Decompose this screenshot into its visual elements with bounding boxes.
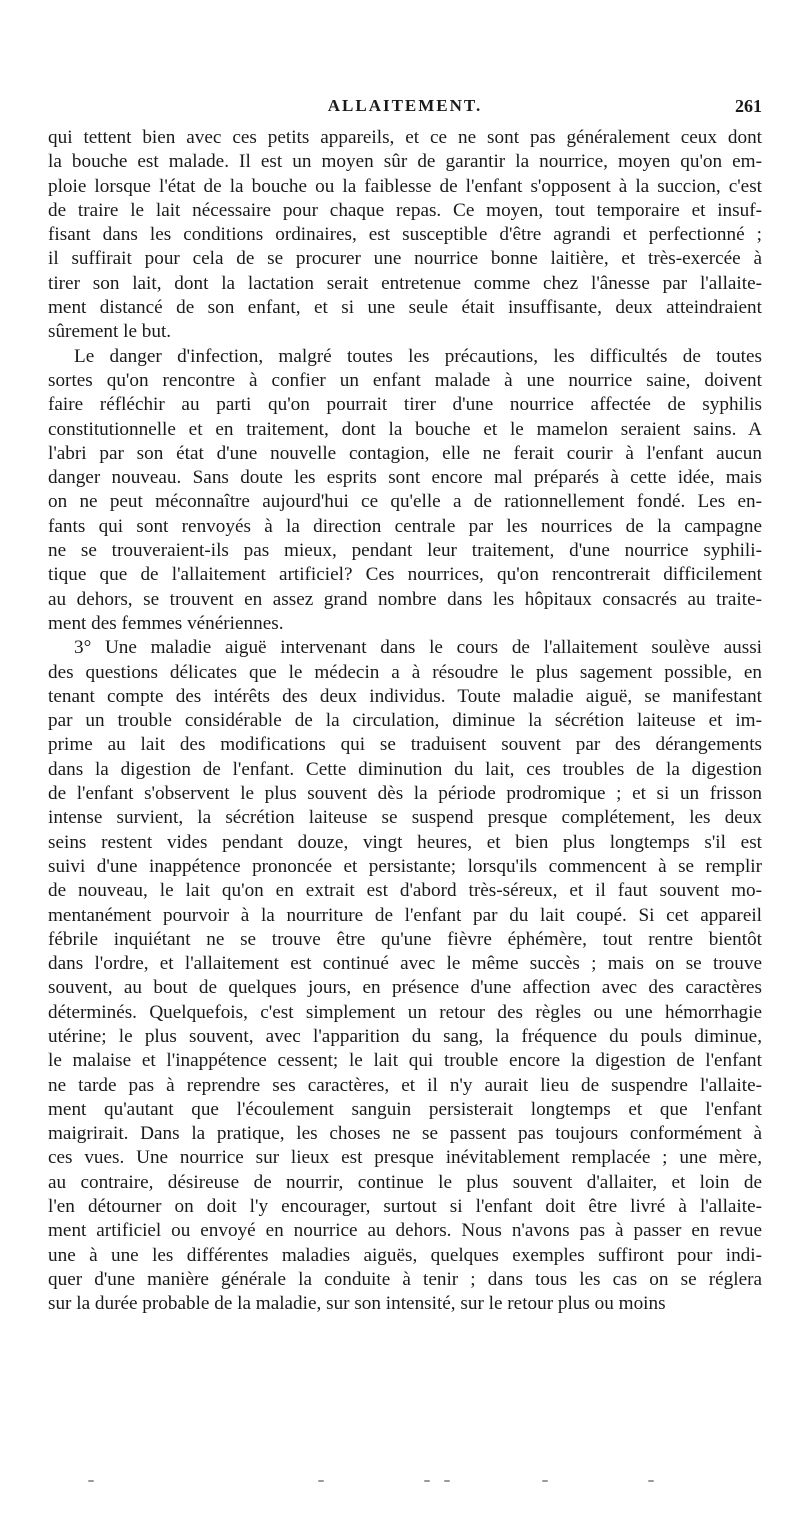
text-line: ces vues. Une nourrice sur lieux est presque inévitablement remplacée ; une mère,: [48, 1147, 762, 1169]
scan-speck: [648, 1480, 654, 1482]
text-line: ment distancé de son enfant, et si une seule était insuffisante, deux atteindraient: [48, 297, 762, 319]
text-line: une à une les différentes maladies aiguës, quelques exemples suffiront pour indi-: [48, 1244, 762, 1266]
text-line: ne tarde pas à reprendre ses caractères, et il n'y aurait lieu de suspendre l'allaite-: [48, 1074, 762, 1096]
text-line: dans l'ordre, et l'allaitement est continué avec le même succès ; mais on se trouve: [48, 953, 762, 975]
text-line: des questions délicates que le médecin a à résoudre le plus sagement possible, en: [48, 661, 762, 683]
running-title: ALLAITEMENT.: [327, 96, 483, 115]
text-line: sûrement le but.: [48, 321, 172, 343]
text-line: quer d'une manière générale la conduite à tenir ; dans tous les cas on se réglera: [48, 1268, 762, 1290]
text-line: qui tettent bien avec ces petits appareils, et ce ne sont pas généralement ceux dont: [48, 127, 762, 148]
scan-speck: [542, 1480, 548, 1482]
paragraph: [48, 345, 762, 637]
text-line: seins restent vides pendant douze, vingt heures, et bien plus longtemps s'il est: [48, 831, 762, 853]
text-line: ment des femmes vénériennes.: [48, 612, 284, 634]
text-line: le malaise et l'inappétence cessent; le lait qui trouble encore la digestion de l'enfant: [48, 1050, 762, 1072]
paragraph: [48, 636, 762, 1316]
text-line: danger nouveau. Sans doute les esprits sont encore mal préparés à cette idée, mais: [48, 467, 762, 489]
text-line: de nouveau, le lait qu'on en extrait est d'abord très-séreux, et il faut souvent mo-: [48, 880, 762, 902]
text-line: ploie lorsque l'état de la bouche ou la faiblesse de l'enfant s'opposent à la succion, c'est: [48, 175, 762, 197]
text-line: de l'enfant s'observent le plus souvent dès la période prodromique ; et si un frisson: [48, 783, 762, 805]
text-line: dans la digestion de l'enfant. Cette diminution du lait, ces troubles de la digestion: [48, 758, 762, 780]
text-line: tique que de l'allaitement artificiel? Ces nourrices, qu'on rencontrerait difficilement: [48, 564, 762, 586]
text-line: déterminés. Quelquefois, c'est simplement un retour des règles ou une hémorrhagie: [48, 1001, 762, 1023]
text-line: faire réfléchir au parti qu'on pourrait tirer d'une nourrice affectée de syphilis: [48, 394, 762, 416]
text-line: ment qu'autant que l'écoulement sanguin persisterait longtemps et que l'enfant: [48, 1098, 762, 1120]
text-line: tirer son lait, dont la lactation serait entretenue comme chez l'ânesse par l'allaite-: [48, 272, 762, 294]
text-line: constitutionnelle et en traitement, dont la bouche et le mamelon seraient sains. A: [48, 418, 762, 440]
text-line: au contraire, désireuse de nourrir, continue le plus souvent d'allaiter, et loin de: [48, 1171, 762, 1193]
page-number: 261: [735, 96, 762, 116]
text-line: intense survient, la sécrétion laiteuse se suspend presque complétement, les deux: [48, 807, 762, 829]
scan-speck: [88, 1480, 94, 1482]
running-head: [48, 94, 762, 124]
text-line: par un trouble considérable de la circulation, diminue la sécrétion laiteuse et im-: [48, 710, 762, 732]
scan-speck: [424, 1480, 430, 1482]
text-line: fébrile inquiétant ne se trouve être qu'une fièvre éphémère, tout rentre bientôt: [48, 928, 762, 950]
scan-specks: [0, 1480, 800, 1490]
text-line: maigrirait. Dans la pratique, les choses ne se passent pas toujours conformément à: [48, 1123, 762, 1145]
text-line: l'abri par son état d'une nouvelle contagion, elle ne ferait courir à l'enfant aucun: [48, 442, 762, 464]
text-line: 3° Une maladie aiguë intervenant dans le cours de l'allaitement soulève aussi: [74, 637, 762, 659]
text-line: de traire le lait nécessaire pour chaque repas. Ce moyen, tout temporaire et insuf-: [48, 199, 762, 221]
text-line: l'en détourner on doit l'y encourager, surtout si l'enfant doit être livré à l'allaite-: [48, 1196, 762, 1218]
text-line: ment artificiel ou envoyé en nourrice au dehors. Nous n'avons pas à passer en revue: [48, 1220, 762, 1242]
text-line: ne se trouveraient-ils pas mieux, pendant leur traitement, d'une nourrice syphili-: [48, 540, 762, 562]
text-line: sortes qu'on rencontre à confier un enfant malade à une nourrice saine, doivent: [48, 369, 762, 391]
text-line: mentanément pourvoir à la nourriture de l'enfant par du lait coupé. Si cet appareil: [48, 904, 762, 926]
paragraph: [48, 126, 762, 345]
text-line: suivi d'une inappétence prononcée et persistante; lorsqu'ils commencent à se remplir: [48, 855, 762, 877]
scan-speck: [318, 1480, 324, 1482]
body-text: [48, 126, 762, 1317]
text-line: souvent, au bout de quelques jours, en présence d'une affection avec des caractères: [48, 977, 762, 999]
text-line: la bouche est malade. Il est un moyen sûr de garantir la nourrice, moyen qu'on em-: [48, 151, 762, 173]
text-line: Le danger d'infection, malgré toutes les précautions, les difficultés de toutes: [74, 345, 762, 367]
text-line: utérine; le plus souvent, avec l'apparition du sang, la fréquence du pouls diminue,: [48, 1025, 762, 1047]
text-line: on ne peut méconnaître aujourd'hui ce qu'elle a de rationnellement fondé. Les en-: [48, 491, 762, 513]
text-line: fisant dans les conditions ordinaires, est susceptible d'être agrandi et perfectionné ;: [48, 224, 762, 246]
text-line: au dehors, se trouvent en assez grand nombre dans les hôpitaux consacrés au traite-: [48, 588, 762, 610]
text-line: il suffirait pour cela de se procurer une nourrice bonne laitière, et très-exercée à: [48, 248, 762, 270]
text-line: tenant compte des intérêts des deux individus. Toute maladie aiguë, se manifestant: [48, 685, 762, 707]
text-line: sur la durée probable de la maladie, sur son intensité, sur le retour plus ou moins: [48, 1293, 666, 1315]
text-line: fants qui sont renvoyés à la direction centrale par les nourrices de la campagne: [48, 515, 762, 537]
text-line: prime au lait des modifications qui se traduisent souvent par des dérangements: [48, 734, 762, 756]
scan-speck: [444, 1480, 450, 1482]
